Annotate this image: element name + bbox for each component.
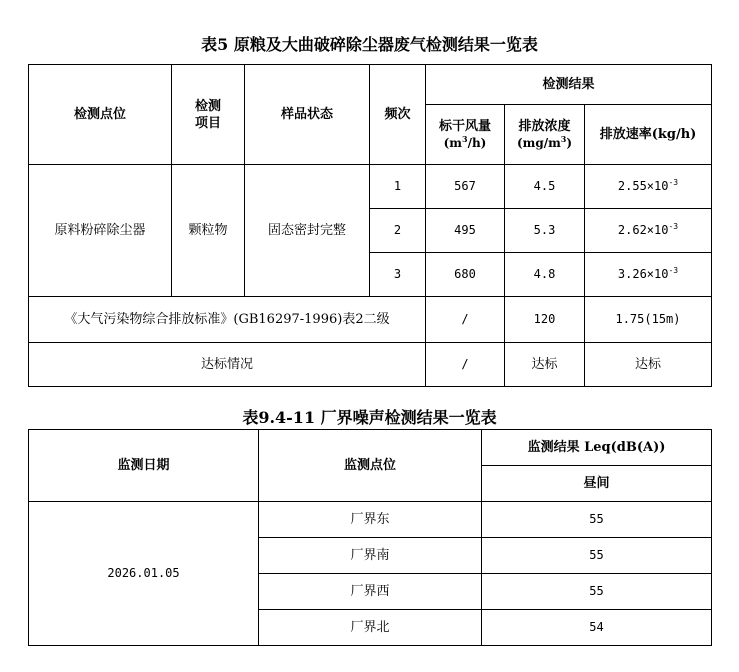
header-flow-unit: $(m^3/h)$ bbox=[443, 133, 487, 150]
cell-noise-point: 厂界北 bbox=[259, 610, 482, 646]
cell-flow: 495 bbox=[426, 209, 505, 253]
standard-flow: / bbox=[426, 297, 505, 343]
cell-noise-point: 厂界东 bbox=[259, 502, 482, 538]
cell-noise-value: 54 bbox=[482, 610, 712, 646]
header-point: 检测点位 bbox=[29, 65, 172, 165]
header-flow-name: 标干风量 bbox=[438, 118, 491, 134]
cell-noise-value: 55 bbox=[482, 538, 712, 574]
header-daytime: 昼间 bbox=[482, 466, 712, 502]
header-concentration bbox=[505, 105, 585, 165]
standard-conc: 120 bbox=[505, 297, 585, 343]
cell-rate: $2.62\times 10^{-3}$ bbox=[585, 209, 712, 253]
header-conc-name: 排放浓度 bbox=[518, 118, 571, 134]
cell-rate: $2.55\times 10^{-3}$ bbox=[585, 165, 712, 209]
header-result: 检测结果 bbox=[426, 65, 712, 105]
cell-freq: 2 bbox=[370, 209, 426, 253]
standard-label: 《大气污染物综合排放标准》(GB16297-1996)表2二级 bbox=[29, 297, 426, 343]
header-flow bbox=[426, 105, 505, 165]
cell-rate: $3.26\times 10^{-3}$ bbox=[585, 253, 712, 297]
cell-flow: 567 bbox=[426, 165, 505, 209]
cell-freq: 1 bbox=[370, 165, 426, 209]
compliance-label: 达标情况 bbox=[29, 343, 426, 387]
cell-noise-point: 厂界南 bbox=[259, 538, 482, 574]
header-conc-unit: $(mg/m^3)$ bbox=[516, 133, 573, 150]
cell-noise-point: 厂界西 bbox=[259, 574, 482, 610]
noise-table bbox=[28, 429, 712, 646]
cell-point: 原料粉碎除尘器 bbox=[29, 165, 172, 297]
cell-noise-value: 55 bbox=[482, 502, 712, 538]
header-state: 样品状态 bbox=[245, 65, 370, 165]
table2-title: 表9.4-11 厂界噪声检测结果一览表 bbox=[242, 408, 497, 427]
header-noise-result: 监测结果 Leq(dB(A)) bbox=[482, 430, 712, 466]
cell-conc: 4.5 bbox=[505, 165, 585, 209]
compliance-flow: / bbox=[426, 343, 505, 387]
compliance-conc: 达标 bbox=[505, 343, 585, 387]
standard-rate: 1.75(15m) bbox=[585, 297, 712, 343]
cell-flow: 680 bbox=[426, 253, 505, 297]
table1-title: 表5 原粮及大曲破碎除尘器废气检测结果一览表 bbox=[201, 35, 538, 54]
cell-date: 2026.01.05 bbox=[29, 502, 259, 646]
cell-freq: 3 bbox=[370, 253, 426, 297]
header-item bbox=[172, 65, 245, 165]
cell-conc: 5.3 bbox=[505, 209, 585, 253]
header-date: 监测日期 bbox=[29, 430, 259, 502]
header-item-line2: 项目 bbox=[194, 115, 221, 131]
header-frequency: 频次 bbox=[370, 65, 426, 165]
cell-item: 颗粒物 bbox=[172, 165, 245, 297]
header-noise-point: 监测点位 bbox=[259, 430, 482, 502]
compliance-rate: 达标 bbox=[585, 343, 712, 387]
cell-noise-value: 55 bbox=[482, 574, 712, 610]
header-item-line1: 检测 bbox=[194, 98, 221, 114]
exhaust-gas-table bbox=[28, 64, 712, 387]
cell-state: 固态密封完整 bbox=[245, 165, 370, 297]
header-rate: 排放速率(kg/h) bbox=[585, 105, 712, 165]
cell-conc: 4.8 bbox=[505, 253, 585, 297]
